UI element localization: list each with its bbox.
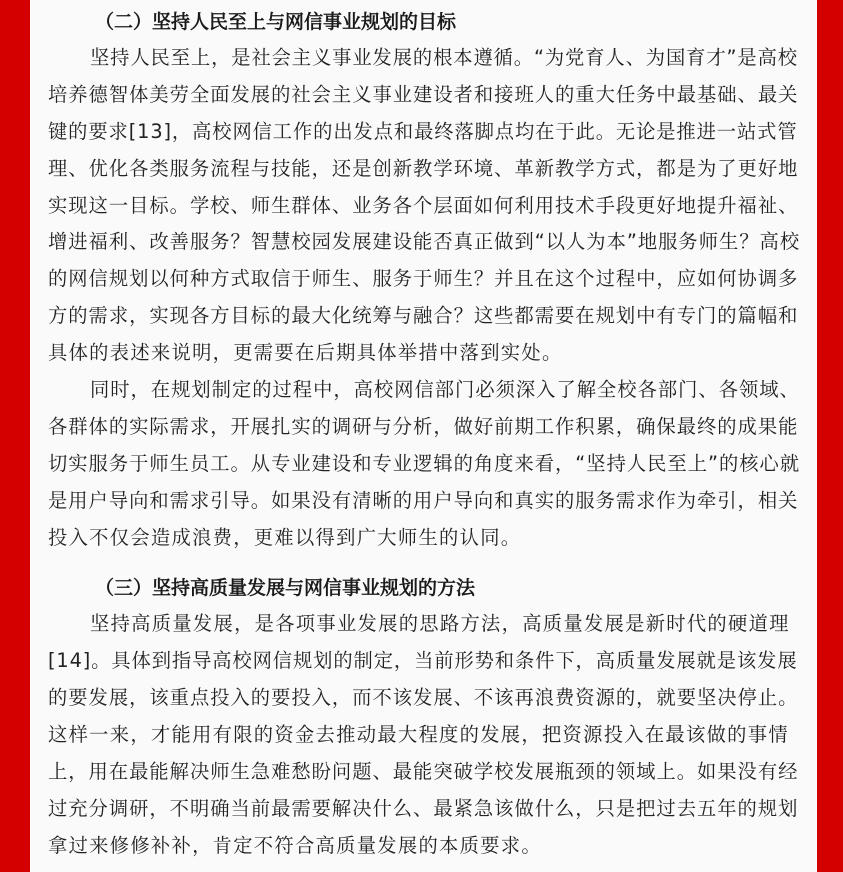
text-line: 这样一来，才能用有限的资金去推动最大程度的发展，把资源投入在最该做的事情 — [48, 723, 789, 747]
text-line: 增进福利、改善服务？智慧校园发展建设能否真正做到“以人为本”地服务师生？高校 — [48, 230, 801, 254]
section-heading-2: （二）坚持人民至上与网信事业规划的目标 — [95, 11, 457, 33]
text-line: 具体的表述来说明，更需要在后期具体举措中落到实处。 — [48, 341, 563, 365]
text-line: 的要发展，该重点投入的要投入，而不该发展、不该再浪费资源的，就要坚决停止。 — [48, 686, 799, 710]
text-line: 坚持人民至上，是社会主义事业发展的根本遵循。“为党育人、为国育才”是高校 — [90, 46, 798, 69]
section-gap — [48, 556, 800, 570]
article-body — [48, 4, 800, 865]
text-line: 各群体的实际需求，开展扎实的调研与分析，做好前期工作积累，确保最终的成果能 — [48, 414, 799, 438]
section-heading-3: （三）坚持高质量发展与网信事业规划的方法 — [95, 577, 476, 600]
text-line: 上，用在最能解决师生急难愁盼问题、最能突破学校发展瓶颈的领域上。如果没有经 — [48, 760, 799, 784]
text-line: 是用户导向和需求引导。如果没有清晰的用户导向和真实的服务需求作为牵引，相关 — [48, 488, 799, 512]
text-line: 坚持高质量发展，是各项事业发展的思路方法，高质量发展是新时代的硬道理 — [90, 612, 790, 636]
paragraph — [48, 40, 800, 372]
right-red-border — [817, 0, 843, 872]
text-line: 拿过来修修补补，肯定不符合高质量发展的本质要求。 — [48, 833, 542, 857]
text-line: 实现这一目标。学校、师生群体、业务各个层面如何利用技术手段更好地提升福祉、 — [48, 193, 799, 217]
paragraph — [48, 372, 800, 556]
paragraph — [48, 606, 800, 864]
text-line: 的网信规划以何种方式取信于师生、服务于师生？并且在这个过程中，应如何协调多 — [48, 267, 799, 291]
text-line: 培养德智体美劳全面发展的社会主义事业建设者和接班人的重大任务中最基础、最关 — [48, 82, 799, 106]
text-line: 过充分调研，不明确当前最需要解决什么、最紧急该做什么，只是把过去五年的规划 — [48, 796, 799, 820]
text-line: 切实服务于师生员工。从专业建设和专业逻辑的角度来看，“坚持人民至上”的核心就 — [48, 451, 801, 475]
text-line: 同时，在规划制定的过程中，高校网信部门必须深入了解全校各部门、各领域、 — [90, 378, 800, 402]
text-line: 投入不仅会造成浪费，更难以得到广大师生的认同。 — [48, 525, 522, 549]
text-line: 理、优化各类服务流程与技能，还是创新教学环境、革新教学方式，都是为了更好地 — [48, 156, 799, 180]
text-line: 键的要求[13]，高校网信工作的出发点和最终落脚点均在于此。无论是推进一站式管 — [48, 119, 798, 143]
left-red-border — [0, 0, 30, 872]
text-line: [14]。具体到指导高校网信规划的制定，当前形势和条件下，高质量发展就是该发展 — [48, 649, 798, 673]
text-line: 方的需求，实现各方目标的最大化统筹与融合？这些都需要在规划中有专门的篇幅和 — [48, 304, 799, 328]
